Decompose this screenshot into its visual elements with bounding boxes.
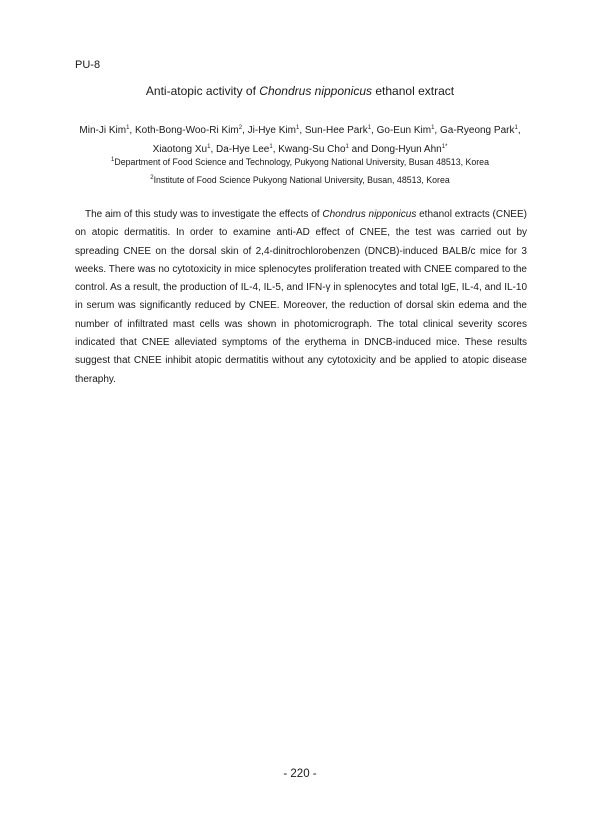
author-separator: ,	[299, 125, 305, 136]
author-name: Dong-Hyun Ahn	[371, 144, 442, 155]
author-separator: and	[348, 144, 372, 155]
title-species: Chondrus nipponicus	[259, 84, 373, 98]
page-code: PU-8	[75, 59, 101, 71]
author-affiliation-mark: 2	[238, 125, 243, 131]
author-name: Sun-Hee Park	[304, 125, 368, 136]
paper-title	[0, 84, 600, 98]
author	[79, 125, 129, 136]
author-affiliation-mark: 1	[514, 125, 518, 131]
author-name: Xiaotong Xu	[152, 144, 208, 155]
author-name: Koth-Bong-Woo-Ri Kim	[134, 125, 239, 136]
author-affiliation-mark: 1*	[441, 144, 448, 150]
author	[153, 144, 211, 155]
affiliation-2-mark: 2	[150, 175, 154, 181]
author-affiliation-mark: 1	[295, 125, 300, 131]
affiliation-1	[0, 157, 600, 167]
author-separator: ,	[371, 125, 377, 136]
abstract-species: Chondrus nipponicus	[322, 209, 417, 220]
author-affiliation-mark: 1	[345, 144, 349, 150]
affiliation-2	[0, 175, 600, 185]
author-separator: ,	[210, 144, 216, 155]
author-list	[60, 121, 540, 159]
author-separator: ,	[517, 125, 521, 136]
author	[248, 125, 300, 136]
author	[377, 125, 435, 136]
author-affiliation-mark: 1	[126, 125, 130, 131]
author-affiliation-mark: 1	[207, 144, 211, 150]
affiliation-2-text: Institute of Food Science Pukyong National University, Busan, 48513, Korea	[153, 175, 450, 185]
author-separator: ,	[272, 144, 279, 155]
author-name: Kwang-Su Cho	[278, 144, 346, 155]
author	[278, 144, 349, 155]
author-name: Go-Eun Kim	[376, 125, 432, 136]
affiliation-1-mark: 1	[111, 157, 115, 163]
author	[440, 125, 518, 136]
abstract-body: ethanol extracts (CNEE) on atopic dermatitis. In order to examine anti-AD effect of CNEE, the test was carried out by spreading CNEE on the dorsal skin of 2,4-dinitrochlorobenzen (DNCB)-induced BALB/c mice for 3 weeks. There was no cytotoxicity in mice splenocytes proliferation treated with CNEE compared to the control. As a result, the production of IL-4, IL-5, and IFN-γ in splenocytes and total IgE, IL-4, and IL-10 in serum was significantly reduced by CNEE. Moreover, the reduction of dorsal skin edema and the number of infiltrated mast cells was shown in photomicrograph. The total clinical severity scores indicated that CNEE alleviated symptoms of the erythema in DNCB-induced mice. These results suggest that CNEE inhibit atopic dermatitis without any cytotoxicity and be applied to atopic disease theraphy.	[75, 209, 527, 385]
author-name: Da-Hye Lee	[216, 144, 270, 155]
abstract-lead: The aim of this study was to investigate the effects of	[85, 209, 323, 220]
author-affiliation-mark: 1	[269, 144, 273, 150]
author-separator: ,	[434, 125, 440, 136]
author	[135, 125, 242, 136]
author-separator: ,	[242, 125, 248, 136]
author-affiliation-mark: 1	[431, 125, 435, 131]
author-separator: ,	[129, 125, 135, 136]
author-affiliation-mark: 1	[367, 125, 372, 131]
author	[216, 144, 273, 155]
author-name: Min-Ji Kim	[79, 125, 127, 136]
abstract	[75, 206, 527, 389]
page-number: - 220 -	[283, 768, 317, 780]
title-prefix: Anti-atopic activity of	[145, 84, 260, 98]
author	[305, 125, 371, 136]
author-name: Ga-Ryeong Park	[439, 125, 515, 136]
affiliation-1-text: Department of Food Science and Technology, Pukyong National University, Busan 48513, Korea	[114, 157, 489, 167]
author-name: Ji-Hye Kim	[247, 125, 296, 136]
title-suffix: ethanol extract	[372, 84, 455, 98]
author	[371, 144, 447, 155]
